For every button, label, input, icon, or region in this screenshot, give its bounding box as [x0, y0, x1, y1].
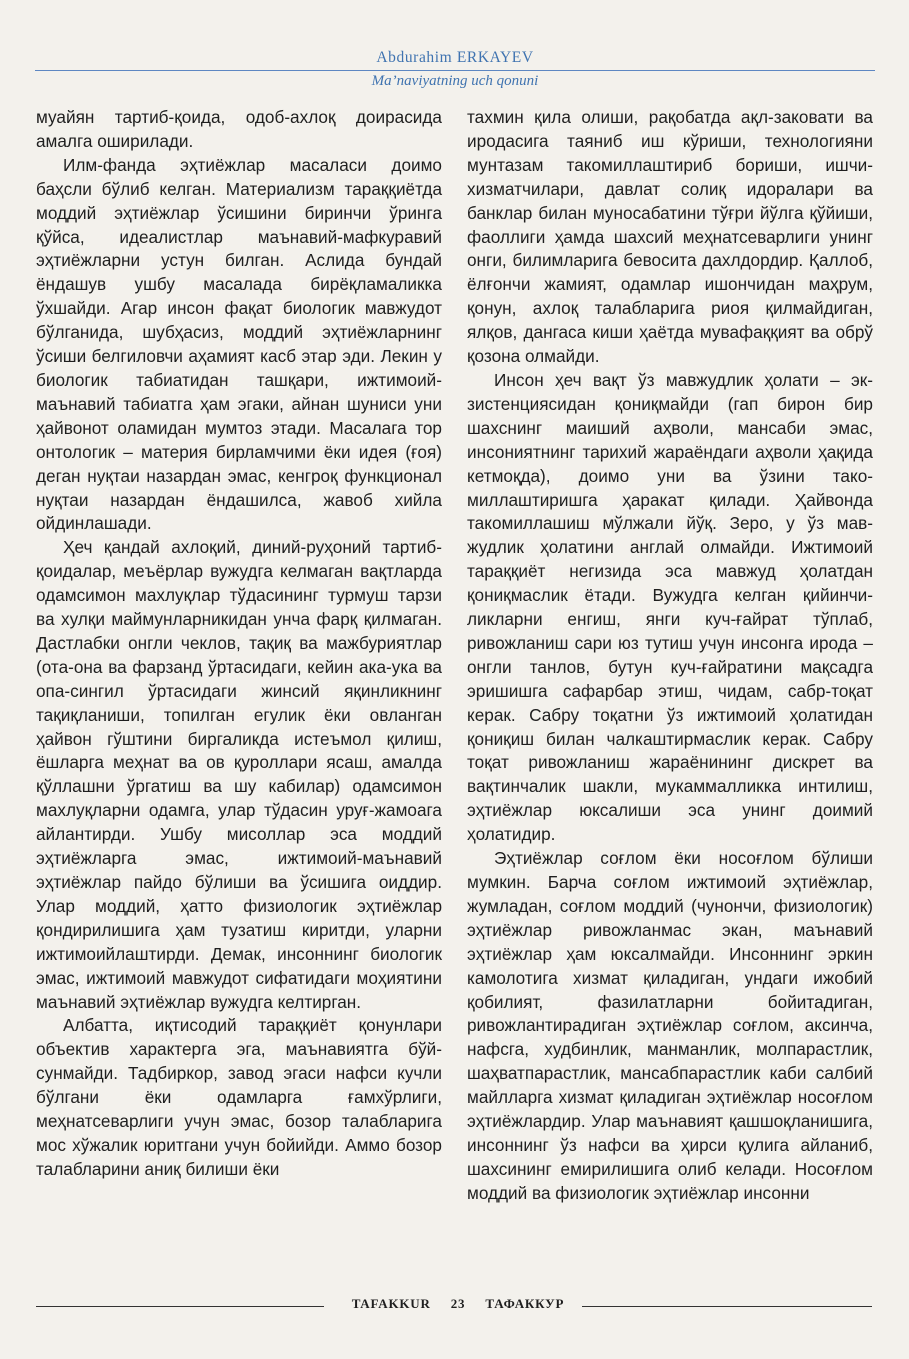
article-body [36, 106, 873, 1276]
paragraph: тахмин қила олиши, рақобатда ақл-заковати ва иродасига таяниб иш кўриши, технологияни мунтазам такомиллаштириб бориши, ишчи-хизматчилари, давлат солиқ идоралари ва банклар билан муносабатини тўғри йўлга қўйиши, фаоллиги ҳамда шахсий меҳнатсеварлиги унинг онги, билимларига бевосита дахлдордир. Қаллоб, ёлғончи жамият, одамлар ишончидан маҳрум, қонун, ахлоқ талабларига риоя қилмайдиган, ялқов, дангаса киши ҳаётда мувафаққият ва обрў қозона олмайди. [467, 107, 873, 367]
header-rule [35, 70, 875, 71]
page-number: 23 [450, 1296, 466, 1311]
paragraph: муайян тартиб-қоида, одоб-ахлоқ доирасида амалга оширилади. [36, 107, 442, 151]
footer-journal-latin: TAFAKKUR [351, 1296, 431, 1311]
right-column [467, 106, 873, 1206]
footer-rule-right [582, 1306, 872, 1307]
paragraph: Ҳеч қандай ахлоқий, диний-руҳоний тартиб-қоидалар, меъёрлар вужудга келмаган вақтларда одамсимон махлуқлар тўдасининг турмуш тарзи ва хулқи маймунларникидан унча фарқ қилмаган. Дастлабки онгли чеклов, тақиқ ва мажбуриятлар (ота-она ва фарзанд ўртасидаги, кейин ака-ука ва опа-сингил ўртасидаги жинсий яқинликнинг тақиқланиши, топилган егулик ёки овланган ҳайвон гўштини биргаликда истеъмол қилиш, ёшларга меҳнат ва ов қуроллари ясаш, амалда қўллашни ўргатиш ва шу кабилар) одамсимон махлуқларни одамга, улар тўдасин уруғ-жамоага айлантирди. Ушбу мисоллар эса моддий эҳтиёжларга эмас, ижтимоий-маънавий эҳтиёжлар пайдо бўлиши ва ўсишига оиддир. Улар моддий, ҳатто физиологик эҳтиёжлар қондирилишига ҳам тузатиш киритди, уларни ижтимоийлаштирди. Демак, инсоннинг биологик эмас, ижтимоий мавжудот сифатидаги моҳиятини маънавий эҳтиёжлар вужудга келтирган. [36, 537, 442, 1012]
page-footer [36, 1296, 872, 1316]
paragraph: Албатта, иқтисодий тараққиёт қонунлари объектив характерга эга, маънавиятга бўйсунмайди. Тадбиркор, завод эгаси нафси кучли бўлгани ёки одамларга ғамхўрлиги, меҳнатсеварлиги учун эмас, бозор талабларига мос хўжалик юритгани учун бойийди. Аммо бозор талабларини аниқ билиши ёки [36, 1015, 442, 1179]
paragraph: Инсон ҳеч вақт ўз мавжудлик ҳолати – экзистенциясидан қониқмайди (гап бирон бир шахснинг маиший аҳволи, мансаби эмас, инсониятнинг тарихий жараёндаги аҳволи ҳақида кетмоқда), доимо уни ва ўзини такомиллаштиришга ҳаракат қилади. Ҳайвонда такомиллашиш мўлжали йўқ. Зеро, у ўз мавжудлик ҳолатини англай олмайди. Ижтимоий тараққиёт негизида эса мавжуд ҳолатдан қониқмаслик ётади. Вужудга келган қийинчиликларни енгиш, янги куч-ғайрат тўплаб, ривожланиш сари юз тутиш учун инсонга ирода – онгли танлов, бутун куч-ғайратини мақсадга эришишга сафарбар этиш, чидам, сабр-тоқат керак. Сабру тоқатни ўз ижтимоий ҳолатидан қониқиш билан чалкаштирмаслик керак. Сабру тоқат ривожланиш жараёнининг дискрет ва вақтинчалик шакли, мукаммалликка интилиш, эҳтиёжлар юксалиши эса унинг доимий ҳолатидир. [467, 369, 873, 845]
left-column [36, 106, 442, 1182]
footer-journal-cyrillic: ТАФАККУР [485, 1296, 565, 1311]
header-subtitle: Ma’naviyatning uch qonuni [371, 73, 539, 89]
paragraph: Илм-фанда эҳтиёжлар масаласи доимо баҳсли бўлиб келган. Материализм тараққиётда моддий эҳтиёжлар ўсишини биринчи ўринга қўйса, идеалистлар маънавий-мафкуравий эҳтиёжларни устун билган. Аслида бундай ёндашув ушбу масалада бирёқламаликка ўхшайди. Агар инсон фақат биологик мавжудот бўлганида, шубҳасиз, моддий эҳтиёжларнинг ўсиши белгиловчи аҳамият касб этар эди. Лекин у биологик табиатидан ташқари, ижтимоий-маънавий табиатга ҳам эгаки, айнан шуниси уни ҳайвонот оламидан мумтоз этади. Масалага тор онтологик – материя бирламчими ёки идея (ғоя) деган нуқтаи назардан эмас, кенгроқ функционал нуқтаи назардан ёндашилса, жавоб хийла ойдинлашади. [36, 154, 442, 534]
page-header [35, 49, 875, 90]
paragraph: Эҳтиёжлар соғлом ёки носоғлом бўлиши мумкин. Барча соғлом ижтимоий эҳтиёжлар, жумладан, соғлом моддий (чунончи, физиологик) эҳтиёжлар ривожланмас экан, маънавий эҳтиёжлар ҳам юксалмайди. Инсоннинг эркин камолотига хизмат қиладиган, ундаги ижобий қобилият, фазилатларни бойитадиган, ривожлантирадиган эҳтиёжлар соғлом, аксинча, нафсга, худбинлик, манманлик, молпарастлик, шаҳватпарастлик, мансабпарастлик каби салбий майлларга хизмат қиладиган эҳтиёжлар носоғлом эҳтиёжлардир. Улар маънавият қашшоқланишига, инсоннинг ўз нафси ва ҳирси қулига айланиб, шахсининг емирилишига олиб келади. Носоғлом моддий ва физиологик эҳтиёжлар инсонни [467, 848, 873, 1203]
header-author: Abdurahim ERKAYEV [376, 49, 534, 66]
footer-rule-left [36, 1306, 324, 1307]
footer-label [334, 1296, 582, 1312]
